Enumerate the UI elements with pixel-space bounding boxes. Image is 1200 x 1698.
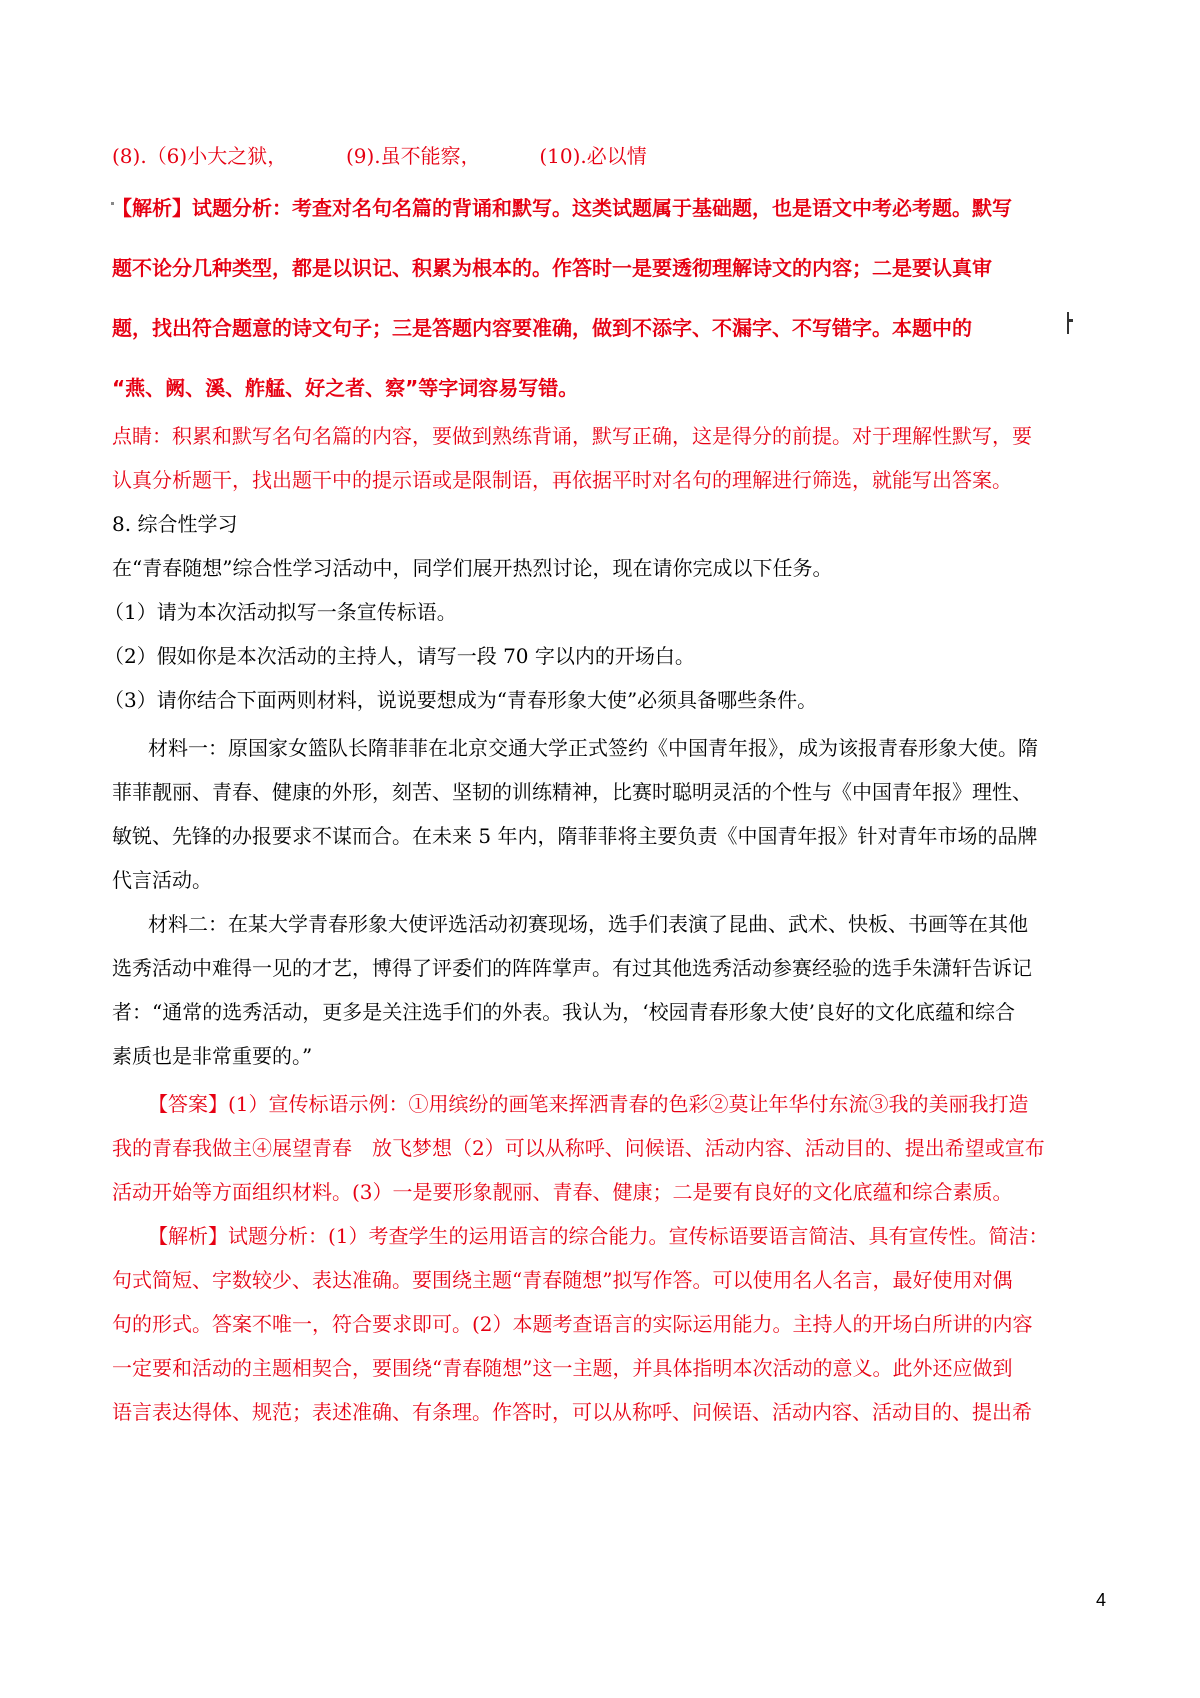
answers-row: [112, 142, 647, 170]
tip-line-1: 点睛：积累和默写名句名篇的内容，要做到熟练背诵，默写正确，这是得分的前提。对于理解性默写，要: [112, 424, 1032, 448]
analysis-8-line-1: 【解析】试题分析：(1）考查学生的运用语言的综合能力。宣传标语要语言简洁、具有宣传性。简洁：: [148, 1224, 1049, 1248]
answer-8-line-3: 活动开始等方面组织材料。(3）一是要形象靓丽、青春、健康；二是要有良好的文化底蕴和综合素质。: [112, 1180, 1013, 1204]
analysis-8-line-2: 句式简短、字数较少、表达准确。要围绕主题“青春随想”拟写作答。可以使用名人名言，最好使用对偶: [112, 1268, 1013, 1292]
analysis-8-line-4: 一定要和活动的主题相契合，要围绕“青春随想”这一主题，并具体指明本次活动的意义。此外还应做到: [112, 1356, 1013, 1380]
material-1-line-2: 菲菲靓丽、青春、健康的外形，刻苦、坚韧的训练精神，比赛时聪明灵活的个性与《中国青年报》理性、: [112, 780, 1032, 804]
material-2-line-2: 选秀活动中难得一见的才艺，博得了评委们的阵阵掌声。有过其他选秀活动参赛经验的选手朱潇轩告诉记: [112, 956, 1032, 980]
analysis-8-line-3: 句的形式。答案不唯一，符合要求即可。(2）本题考查语言的实际运用能力。主持人的开场白所讲的内容: [112, 1312, 1033, 1336]
material-2-line-3: 者：“通常的选秀活动，更多是关注选手们的外表。我认为，‘校园青春形象大使’良好的文化底蕴和综合: [112, 1000, 1015, 1024]
material-1-line-4: 代言活动。: [112, 868, 212, 892]
question-8-task-3: （3）请你结合下面两则材料，说说要想成为“青春形象大使”必须具备哪些条件。: [104, 688, 818, 712]
material-2-line-4: 素质也是非常重要的。”: [112, 1044, 313, 1068]
material-1-line-3: 敏锐、先锋的办报要求不谋而合。在未来 5 年内，隋菲菲将主要负责《中国青年报》针对青年市场的品牌: [112, 824, 1038, 848]
question-8-intro: 在“青春随想”综合性学习活动中，同学们展开热烈讨论，现在请你完成以下任务。: [112, 556, 833, 580]
material-1-line-1: 材料一：原国家女篮队长隋菲菲在北京交通大学正式签约《中国青年报》，成为该报青春形象大使。隋: [148, 736, 1038, 760]
answer-10: (10).必以情: [539, 144, 647, 168]
answer-8-line-2: 我的青春我做主④展望青春 放飞梦想（2）可以从称呼、问候语、活动内容、活动目的、提出希望或宣布: [112, 1136, 1045, 1160]
text-cursor-mark: [1067, 312, 1069, 334]
answer-8: (8).（6)小大之狱，: [112, 144, 288, 168]
material-2-line-1: 材料二：在某大学青春形象大使评选活动初赛现场，选手们表演了昆曲、武术、快板、书画等在其他: [148, 912, 1028, 936]
analysis-1-line-3: 题，找出符合题意的诗文句子；三是答题内容要准确，做到不添字、不漏字、不写错字。本题中的: [112, 316, 972, 340]
tip-line-2: 认真分析题干，找出题干中的提示语或是限制语，再依据平时对名句的理解进行筛选，就能写出答案。: [112, 468, 1012, 492]
page-number: 4: [1095, 1590, 1106, 1610]
answer-9: (9).虽不能察，: [345, 144, 481, 168]
analysis-1-line-2: 题不论分几种类型，都是以识记、积累为根本的。作答时一是要透彻理解诗文的内容；二是要认真审: [112, 256, 992, 280]
analysis-1-line-4: “燕、阙、溪、舴艋、好之者、察”等字词容易写错。: [112, 376, 579, 400]
answer-8-line-1: 【答案】(1）宣传标语示例：①用缤纷的画笔来挥洒青春的色彩②莫让年华付东流③我的美丽我打造: [148, 1092, 1029, 1116]
analysis-1-line-1: 【解析】试题分析：考查对名句名篇的背诵和默写。这类试题属于基础题，也是语文中考必考题。默写: [112, 196, 1012, 220]
question-8-title: 8. 综合性学习: [112, 512, 238, 536]
analysis-8-line-5: 语言表达得体、规范；表述准确、有条理。作答时，可以从称呼、问候语、活动内容、活动目的、提出希: [112, 1400, 1032, 1424]
question-8-task-1: （1）请为本次活动拟写一条宣传标语。: [104, 600, 457, 624]
question-8-task-2: （2）假如你是本次活动的主持人，请写一段 70 字以内的开场白。: [104, 644, 695, 668]
